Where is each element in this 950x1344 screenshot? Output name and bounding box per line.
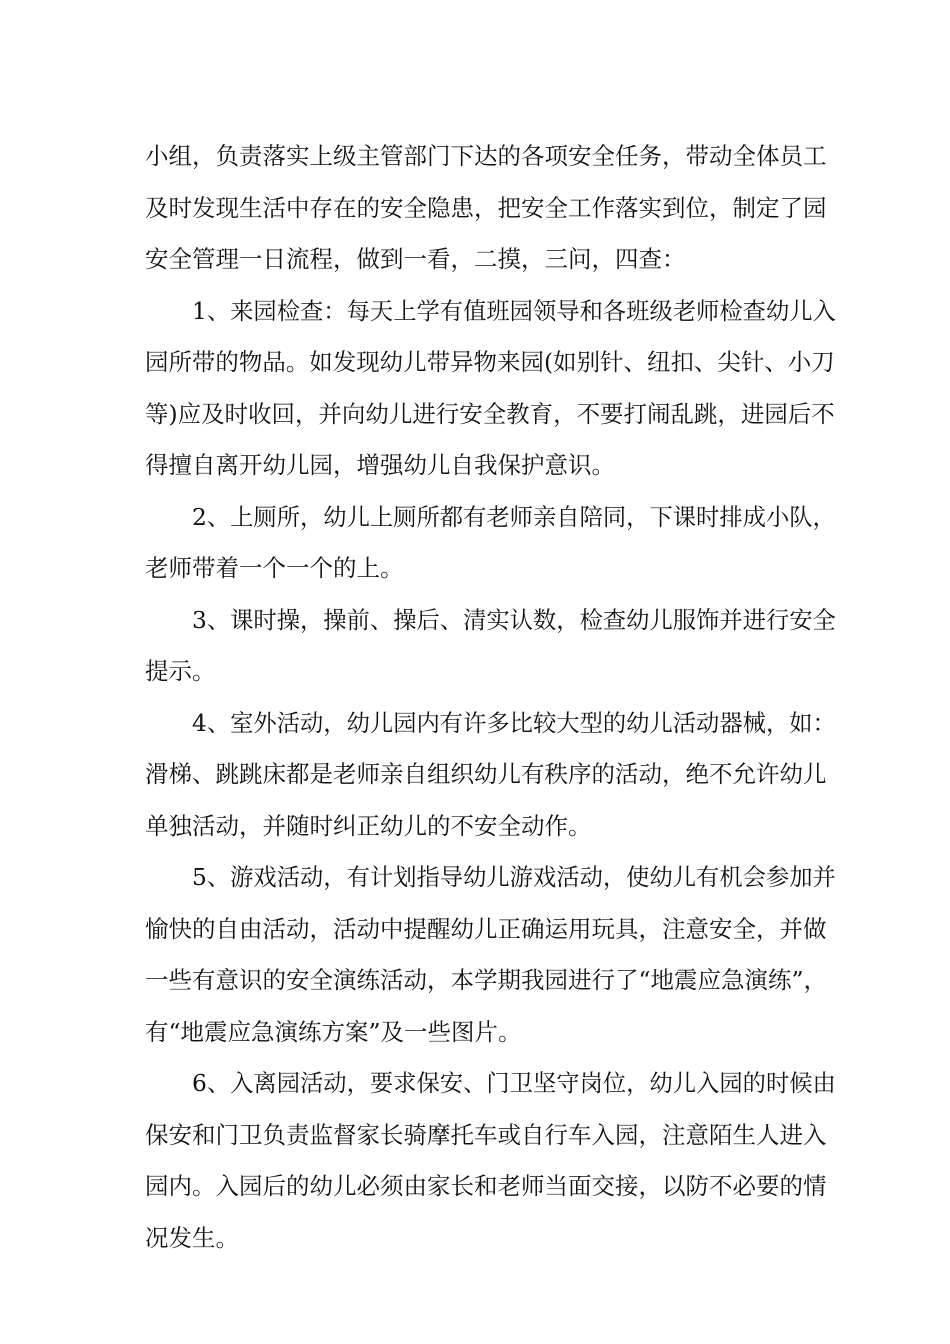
document-body	[145, 131, 836, 1264]
paragraph-first-line: 4、室外活动，幼儿园内有许多比较大型的幼儿活动器械，如：	[192, 709, 836, 737]
paragraph-first-line: 3、课时操，操前、操后、清实认数，检查幼儿服饰并进行安全	[192, 606, 836, 634]
text-line: 园所带的物品。如发现幼儿带异物来园(如别针、纽扣、尖针、小刀	[145, 348, 835, 376]
text-line: 老师带着一个一个的上。	[145, 554, 404, 582]
text-line: 保安和门卫负责监督家长骑摩托车或自行车入园，注意陌生人进入	[145, 1120, 827, 1149]
text-line: 单独活动，并随时纠正幼儿的不安全动作。	[145, 811, 592, 840]
text-line: 提示。	[145, 657, 216, 685]
paragraph-first-line: 1、来园检查：每天上学有值班园领导和各班级老师检查幼儿入	[192, 297, 836, 325]
text-line: 等)应及时收回，并向幼儿进行安全教育，不要打闹乱跳，进园后不	[145, 399, 835, 428]
text-line: 愉快的自由活动，活动中提醒幼儿正确运用玩具，注意安全，并做	[145, 914, 827, 943]
text-line: 一些有意识的安全演练活动，本学期我园进行了“地震应急演练”，	[145, 966, 828, 994]
paragraph-first-line: 2、上厕所，幼儿上厕所都有老师亲自陪同，下课时排成小队，	[192, 503, 836, 531]
paragraph-first-line: 5、游戏活动，有计划指导幼儿游戏活动，使幼儿有机会参加并	[192, 864, 836, 891]
text-line: 得擅自离开幼儿园，增强幼儿自我保护意识。	[145, 451, 615, 479]
text-line: 安全管理一日流程，做到一看，二摸，三问，四查：	[145, 245, 686, 273]
text-line: 及时发现生活中存在的安全隐患，把安全工作落实到位，制定了园	[145, 193, 827, 222]
text-line: 园内。入园后的幼儿必须由家长和老师当面交接，以防不必要的情	[145, 1172, 827, 1200]
text-line: 况发生。	[145, 1223, 239, 1252]
text-line: 小组，负责落实上级主管部门下达的各项安全任务，带动全体员工	[145, 142, 827, 170]
text-line: 滑梯、跳跳床都是老师亲自组织幼儿有秩序的活动，绝不允许幼儿	[145, 760, 827, 788]
text-line: 有“地震应急演练方案”及一些图片。	[145, 1017, 522, 1046]
paragraph-first-line: 6、入离园活动，要求保安、门卫坚守岗位，幼儿入园的时候由	[192, 1070, 836, 1097]
